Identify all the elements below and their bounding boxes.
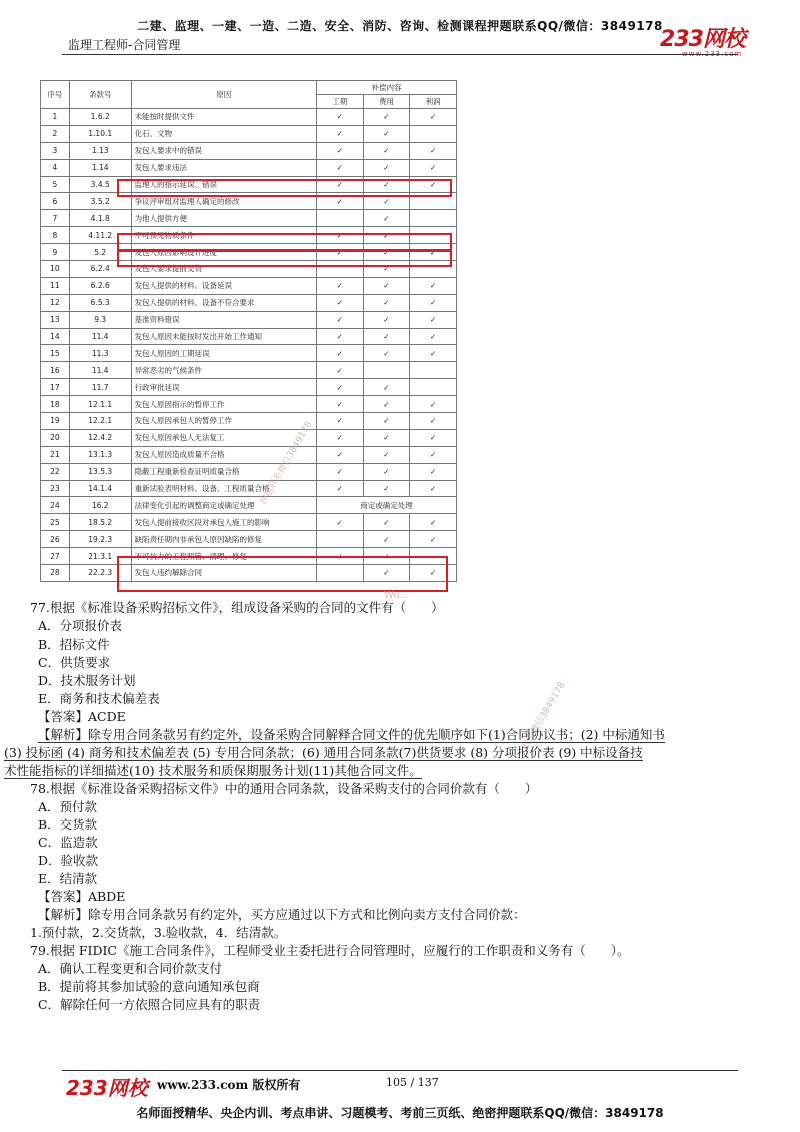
check-mark: ✓ [363,227,410,244]
question-78-option-e: E．结清款 [38,871,98,886]
header-banner: 二建、监理、一建、一造、二造、安全、消防、咨询、检测课程押题联系QQ/微信：3849178 [137,19,663,33]
check-mark: ✓ [316,446,363,463]
cell-reason: 基准资料错误 [131,311,316,328]
check-mark: ✓ [410,176,457,193]
cell-reason: 发包人原因造成质量不合格 [131,446,316,463]
question-78-answer: 【答案】ABDE [38,889,126,904]
cell-reason: 发包人提前接收区段对承包人施工的影响 [131,514,316,531]
check-mark: ✓ [363,548,410,565]
check-mark: ✓ [410,109,457,126]
page-number: 105 / 137 [386,1076,439,1089]
cell-reason: 发包人要求提前交货 [131,261,316,278]
question-78-stem: 78.根据《标准设备采购招标文件》中的通用合同条款，设备采购支付的合同价款有（ ） [30,781,538,796]
cell-reason: 法律变化引起的调整商定或确定处理 [131,497,316,514]
cell-clause: 11.7 [69,379,131,396]
header-divider [62,54,738,55]
check-mark: ✓ [316,227,363,244]
table-row [41,531,457,548]
cell-clause: 13.1.3 [69,446,131,463]
cell-reason: 为他人提供方便 [131,210,316,227]
cell-no: 22 [41,463,70,480]
table-row [41,429,457,446]
question-78-analysis-cont: 1.预付款，2.交货款，3.验收款，4．结清款。 [30,925,287,940]
question-78-analysis: 【解析】除专用合同条款另有约定外，买方应通过以下方式和比例向卖方支付合同价款： [38,907,526,922]
cell-clause: 18.5.2 [69,514,131,531]
cell-reason: 监理人的指示延误、错误 [131,176,316,193]
check-mark: ✓ [363,159,410,176]
col-header-reason: 原因 [131,81,316,109]
check-mark: ✓ [363,565,410,582]
question-77-analysis: 【解析】除专用合同条款另有约定外，设备采购合同解释合同文件的优先顺序如下(1)合同协议书；(2) 中标通知书 [38,727,665,742]
check-mark: ✓ [316,244,363,261]
check-mark: ✓ [410,446,457,463]
cell-reason: 发包人要求违法 [131,159,316,176]
question-78-option-d: D．验收款 [38,853,99,868]
footer-logo: 233网校 [66,1076,148,1100]
cell-clause: 11.4 [69,362,131,379]
check-mark: ✓ [363,345,410,362]
cell-clause: 3.5.2 [69,193,131,210]
cell-empty [363,362,410,379]
cell-note: 商定或确定处理 [316,497,456,514]
question-77-option-e: E．商务和技术偏差表 [38,691,160,706]
check-mark: ✓ [363,311,410,328]
check-mark: ✓ [410,463,457,480]
cell-clause: 6.5.3 [69,294,131,311]
cell-reason: 发包人原因承包人无法复工 [131,429,316,446]
cell-no: 16 [41,362,70,379]
question-78-option-b: B．交货款 [38,817,98,832]
table-row [41,463,457,480]
check-mark: ✓ [363,328,410,345]
check-mark: ✓ [316,328,363,345]
check-mark: ✓ [410,565,457,582]
cell-reason: 隐蔽工程重新检查证明质量合格 [131,463,316,480]
cell-clause: 11.4 [69,328,131,345]
cell-no: 28 [41,565,70,582]
check-mark: ✓ [316,362,363,379]
check-mark: ✓ [410,311,457,328]
table-row [41,362,457,379]
question-79-stem: 79.根据 FIDIC《施工合同条件》，工程师受业主委托进行合同管理时，应履行的工作职责和义务有（ ）。 [30,943,630,958]
check-mark: ✓ [316,345,363,362]
cell-no: 14 [41,328,70,345]
cell-no: 4 [41,159,70,176]
cell-empty [410,362,457,379]
cell-no: 18 [41,396,70,413]
col-header-time: 工期 [316,95,363,109]
cell-reason: 不可预见物质条件 [131,227,316,244]
table-row [41,294,457,311]
check-mark: ✓ [363,463,410,480]
question-77-analysis-cont: 术性能指标的详细描述(10) 技术服务和质保期服务计划(11)其他合同文件。 [4,763,422,778]
cell-empty [410,379,457,396]
check-mark: ✓ [410,244,457,261]
question-79-option-c: C．解除任何一方依照合同应具有的职责 [38,997,261,1012]
col-header-clause: 条款号 [69,81,131,109]
cell-reason: 发包人原因承包人的暂停工作 [131,413,316,430]
check-mark: ✓ [363,531,410,548]
question-77-analysis-cont: (3) 投标函 (4) 商务和技术偏差表 (5) 专用合同条款；(6) 通用合同条款(7)供货要求 (8) 分项报价表 (9) 中标设备技 [4,745,643,760]
table-row [41,345,457,362]
question-77-option-c: C．供货要求 [38,655,111,670]
cell-clause: 12.2.1 [69,413,131,430]
check-mark: ✓ [363,396,410,413]
cell-empty [316,210,363,227]
cell-clause: 6.2.4 [69,261,131,278]
cell-clause: 12.4.2 [69,429,131,446]
cell-reason: 行政审批延误 [131,379,316,396]
check-mark: ✓ [316,125,363,142]
question-77-option-b: B．招标文件 [38,637,110,652]
cell-clause: 19.2.3 [69,531,131,548]
compensation-table-wrap [40,80,457,582]
check-mark: ✓ [363,244,410,261]
table-row [41,328,457,345]
cell-clause: 1.6.2 [69,109,131,126]
check-mark: ✓ [316,176,363,193]
check-mark: ✓ [316,514,363,531]
cell-clause: 3.4.5 [69,176,131,193]
check-mark: ✓ [410,142,457,159]
cell-no: 8 [41,227,70,244]
table-row [41,125,457,142]
check-mark: ✓ [316,379,363,396]
cell-no: 25 [41,514,70,531]
check-mark: ✓ [316,548,363,565]
col-header-cost: 费用 [363,95,410,109]
cell-clause: 4.1.8 [69,210,131,227]
cell-clause: 16.2 [69,497,131,514]
cell-no: 9 [41,244,70,261]
watermark: 押题联系微信3849178 [258,420,315,507]
check-mark: ✓ [316,277,363,294]
check-mark: ✓ [410,531,457,548]
check-mark: ✓ [363,142,410,159]
check-mark: ✓ [316,480,363,497]
col-header-compensation: 补偿内容 [316,81,456,95]
table-row [41,311,457,328]
check-mark: ✓ [363,277,410,294]
check-mark: ✓ [363,294,410,311]
cell-clause: 6.2.6 [69,277,131,294]
check-mark: ✓ [316,463,363,480]
check-mark: ✓ [410,396,457,413]
cell-no: 15 [41,345,70,362]
cell-reason: 发包人提供的材料、设备不符合要求 [131,294,316,311]
cell-reason: 发包人原因未能按时发出开始工作通知 [131,328,316,345]
check-mark: ✓ [410,480,457,497]
check-mark: ✓ [316,311,363,328]
highlight-row-9 [117,250,452,267]
footer-divider [62,1070,738,1071]
cell-reason: 发包人要求中的错误 [131,142,316,159]
cell-no: 12 [41,294,70,311]
cell-no: 21 [41,446,70,463]
check-mark: ✓ [363,429,410,446]
question-78-option-c: C．监造款 [38,835,98,850]
check-mark: ✓ [363,176,410,193]
cell-no: 5 [41,176,70,193]
col-header-profit: 利润 [410,95,457,109]
cell-clause: 4.11.2 [69,227,131,244]
cell-clause: 1.14 [69,159,131,176]
brand-logo: 233网校 www.233.com [660,27,745,58]
cell-reason: 缺陷责任期内非承包人原因缺陷的修复 [131,531,316,548]
cell-reason: 重新试验表明材料、设备、工程质量合格 [131,480,316,497]
cell-no: 27 [41,548,70,565]
check-mark: ✓ [410,328,457,345]
cell-reason: 化石、文物 [131,125,316,142]
cell-empty [316,531,363,548]
table-row [41,497,457,514]
table-row [41,413,457,430]
cell-reason: 发包人原因影响设计进度 [131,244,316,261]
cell-clause: 11.3 [69,345,131,362]
check-mark: ✓ [316,193,363,210]
check-mark: ✓ [363,413,410,430]
table-row [41,514,457,531]
check-mark: ✓ [316,109,363,126]
check-mark: ✓ [316,142,363,159]
check-mark: ✓ [410,345,457,362]
check-mark: ✓ [316,159,363,176]
cell-no: 17 [41,379,70,396]
cell-clause: 9.3 [69,311,131,328]
cell-no: 13 [41,311,70,328]
table-row [41,159,457,176]
check-mark: ✓ [363,514,410,531]
check-mark: ✓ [410,294,457,311]
question-77-answer: 【答案】ACDE [38,709,126,724]
cell-reason: 发包人违约解除合同 [131,565,316,582]
cell-empty [410,210,457,227]
cell-clause: 14.1.4 [69,480,131,497]
check-mark: ✓ [410,277,457,294]
table-row [41,109,457,126]
highlight-row-8 [117,233,452,251]
table-row [41,210,457,227]
footer-copyright: www.233.com 版权所有 [157,1078,301,1092]
cell-no: 20 [41,429,70,446]
cell-reason: 未能按时提供文件 [131,109,316,126]
cell-no: 2 [41,125,70,142]
cell-no: 26 [41,531,70,548]
check-mark: ✓ [410,514,457,531]
cell-no: 3 [41,142,70,159]
check-mark: ✓ [363,379,410,396]
cell-no: 23 [41,480,70,497]
document-subtitle: 监理工程师-合同管理 [68,38,181,52]
cell-reason: 异常恶劣的气候条件 [131,362,316,379]
question-78-option-a: A．预付款 [38,799,98,814]
cell-no: 11 [41,277,70,294]
question-77-stem: 77.根据《标准设备采购招标文件》，组成设备采购的合同的文件有（ ） [30,600,444,615]
col-header-no: 序号 [41,81,70,109]
question-79-option-a: A．确认工程变更和合同价款支付 [38,961,223,976]
check-mark: ✓ [316,413,363,430]
check-mark: ✓ [410,159,457,176]
question-79-option-b: B．提前将其参加试验的意向通知承包商 [38,979,260,994]
watermark: Wu... [384,590,410,601]
highlight-row-27-28 [117,556,448,592]
check-mark: ✓ [316,429,363,446]
watermark: 联系微信3849178 [520,680,568,752]
cell-reason: 发包人原因的工期延误 [131,345,316,362]
cell-no: 24 [41,497,70,514]
table-row [41,277,457,294]
check-mark: ✓ [363,109,410,126]
check-mark: ✓ [363,261,410,278]
cell-no: 1 [41,109,70,126]
cell-clause: 22.2.3 [69,565,131,582]
cell-no: 10 [41,261,70,278]
table-row [41,446,457,463]
check-mark: ✓ [316,396,363,413]
cell-clause: 21.3.1 [69,548,131,565]
cell-no: 19 [41,413,70,430]
check-mark: ✓ [410,429,457,446]
question-77-option-d: D．技术服务计划 [38,673,136,688]
check-mark: ✓ [363,210,410,227]
check-mark: ✓ [316,294,363,311]
compensation-table [40,80,457,582]
cell-reason: 发包人提供的材料、设备延误 [131,277,316,294]
table-row [41,396,457,413]
cell-clause: 5.2 [69,244,131,261]
check-mark: ✓ [363,446,410,463]
check-mark: ✓ [363,480,410,497]
cell-clause: 13.5.3 [69,463,131,480]
cell-no: 7 [41,210,70,227]
question-77-option-a: A．分项报价表 [38,618,123,633]
highlight-row-5 [117,179,452,197]
check-mark: ✓ [363,193,410,210]
cell-empty [410,125,457,142]
cell-reason: 争议评审组对监理人确定的修改 [131,193,316,210]
cell-reason: 发包人原因指示的暂停工作 [131,396,316,413]
table-row [41,480,457,497]
check-mark: ✓ [363,125,410,142]
check-mark: ✓ [410,413,457,430]
cell-clause: 1.10.1 [69,125,131,142]
table-row [41,142,457,159]
cell-clause: 12.1.1 [69,396,131,413]
cell-reason: 不可抗力的工程照管、清理、修复 [131,548,316,565]
cell-clause: 1.13 [69,142,131,159]
table-row [41,379,457,396]
cell-no: 6 [41,193,70,210]
footer-banner: 名师面授精华、央企内训、考点串讲、习题模考、考前三页纸、绝密押题联系QQ/微信：3849178 [136,1106,664,1120]
